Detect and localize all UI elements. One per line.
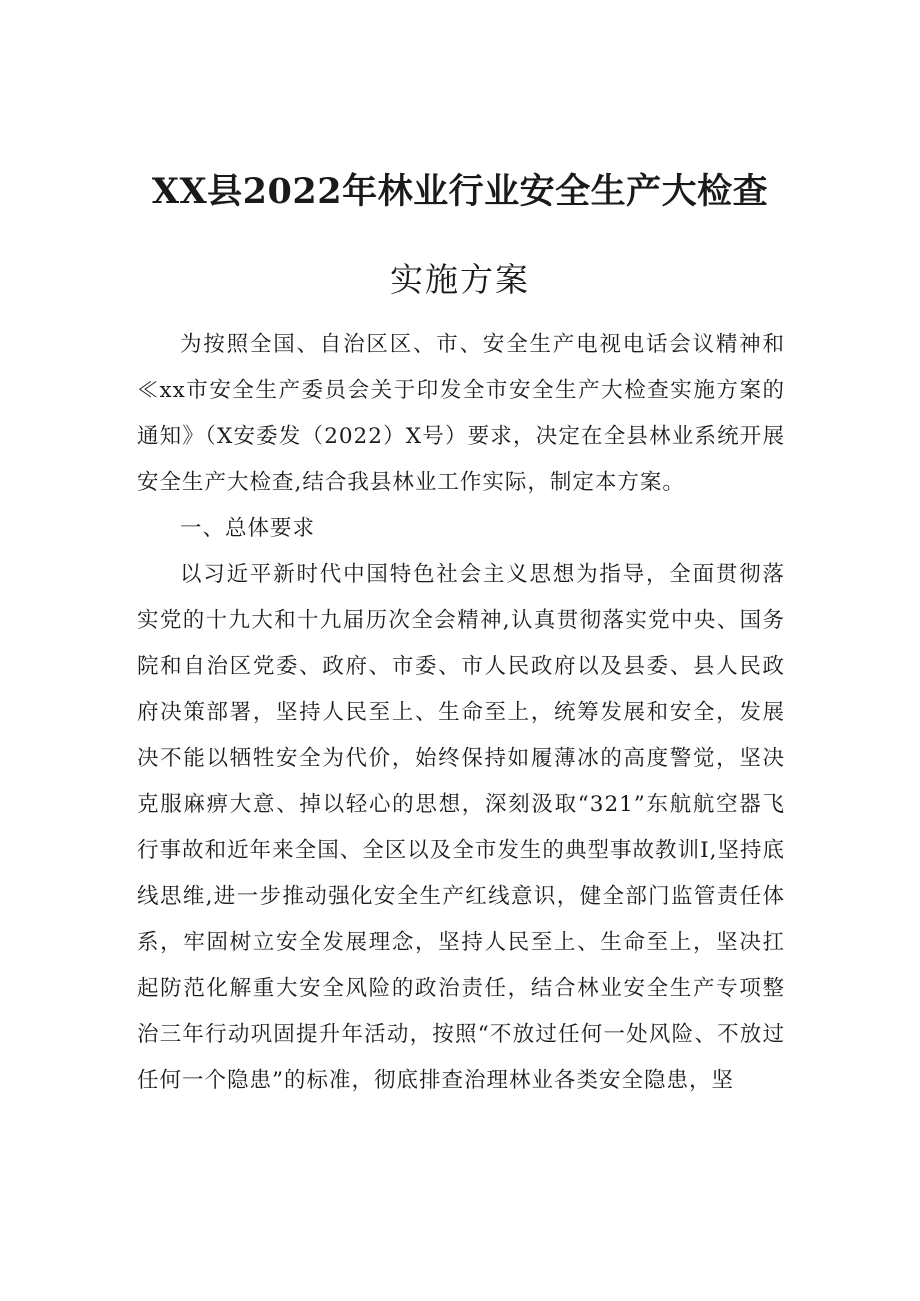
body-paragraph: 以习近平新时代中国特色社会主义思想为指导，全面贯彻落实党的十九大和十九届历次全会精神,认真贯彻落实党中央、国务院和自治区党委、政府、市委、市人民政府以及县委、县人民政府决策部署，坚持人民至上、生命至上，统筹发展和安全，发展决不能以牺牲安全为代价，始终保持如履薄冰的高度警觉，坚决克服麻痹大意、掉以轻心的思想，深刻汲取“321”东航航空器飞行事故和近年来全国、全区以及全市发生的典型事故教训I,坚持底线思维,进一步推动强化安全生产红线意识，健全部门监管责任体系，牢固树立安全发展理念，坚持人民至上、生命至上，坚决扛起防范化解重大安全风险的政治责任，结合林业安全生产专项整治三年行动巩固提升年活动，按照“不放过任何一处风险、不放过任何一个隐患”的标准，彻底排查治理林业各类安全隐患，坚 [137,562,785,1093]
intro-paragraph: 为按照全国、自治区区、市、安全生产电视电话会议精神和≪xx市安全生产委员会关于印发全市安全生产大检查实施方案的通知》（X安委发（2022）X号）要求，决定在全县林业系统开展安全生产大检查,结合我县林业工作实际，制定本方案。 [137,332,785,495]
document-subtitle: 实施方案 [390,260,530,299]
document-body [137,322,785,1104]
document-title: XX县2022年林业行业安全生产大检查 [151,171,769,212]
section-heading: 一、总体要求 [180,516,316,541]
